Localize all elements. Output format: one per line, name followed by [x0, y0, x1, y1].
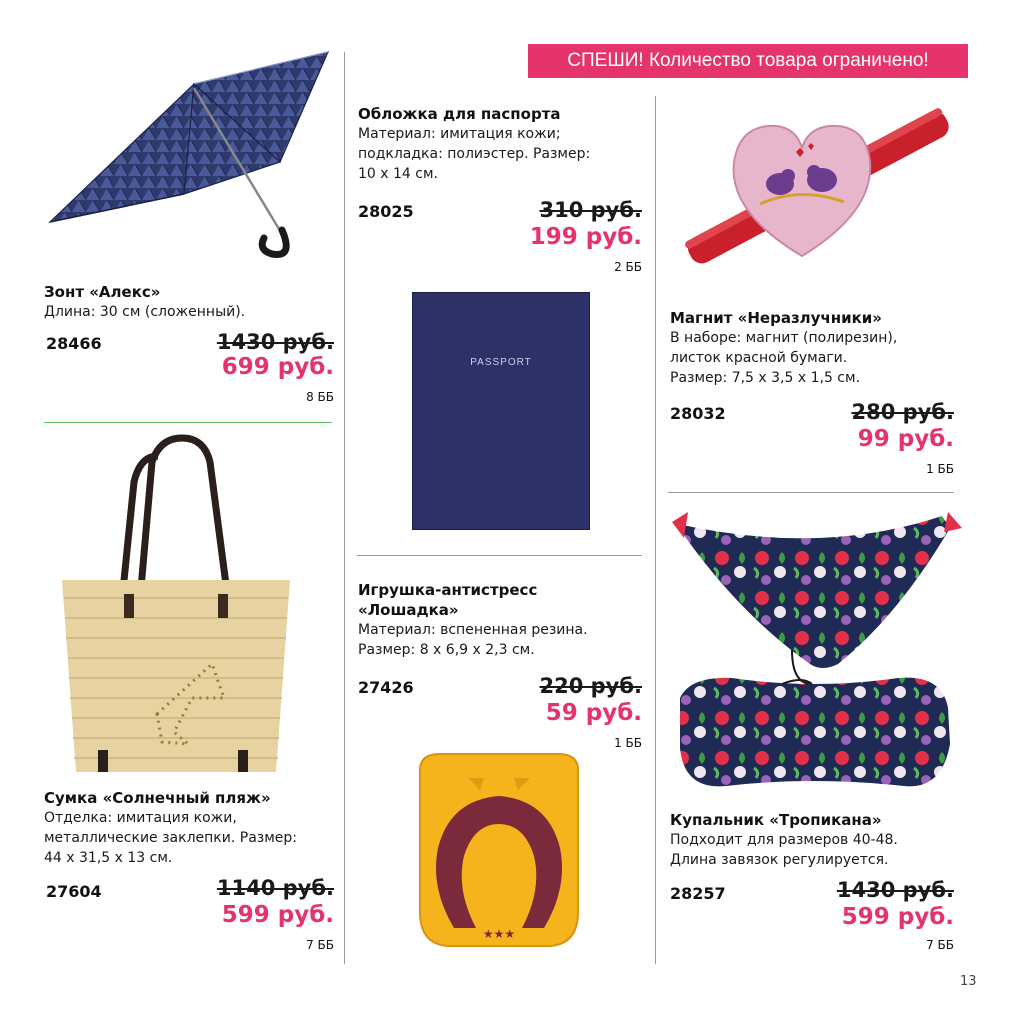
- passport-cover-image: [412, 292, 590, 530]
- old-price: 220 руб.: [539, 674, 642, 698]
- column-divider-left: [344, 52, 345, 964]
- product-code: 28466: [46, 334, 102, 353]
- bonus-points: 8 ББ: [306, 390, 334, 404]
- product-description: Материал: имитация кожи; подкладка: полиэстер. Размер: 10 х 14 см.: [358, 126, 591, 182]
- swimsuit-image: [672, 508, 962, 794]
- product-title: Обложка для паспорта: [358, 105, 561, 123]
- new-price: 59 руб.: [545, 700, 642, 726]
- product-code: 28032: [670, 404, 726, 423]
- product-description: Отделка: имитация кожи, металлические заклепки. Размер: 44 х 31,5 х 13 см.: [44, 810, 297, 866]
- product-description: Подходит для размеров 40-48. Длина завязок регулируется.: [670, 832, 898, 868]
- bonus-points: 1 ББ: [614, 736, 642, 750]
- new-price: 599 руб.: [221, 902, 334, 928]
- bonus-points: 7 ББ: [926, 938, 954, 952]
- old-price: 1140 руб.: [216, 876, 334, 900]
- product-beach-bag: [44, 788, 334, 960]
- product-lovebirds-magnet: [670, 308, 954, 480]
- umbrella-image: [44, 44, 334, 264]
- new-price: 599 руб.: [841, 904, 954, 930]
- limited-offer-banner: СПЕШИ! Количество товара ограничено!: [528, 44, 968, 78]
- row-divider-left: [44, 422, 332, 423]
- product-code: 27604: [46, 882, 102, 901]
- horseshoe-toy-image: [410, 752, 588, 950]
- product-title: Игрушка-антистресс «Лошадка»: [358, 581, 538, 619]
- product-swimsuit: [670, 810, 954, 960]
- bonus-points: 2 ББ: [614, 260, 642, 274]
- passport-cover-label: PASSPORT: [470, 357, 532, 368]
- product-umbrella: [44, 282, 334, 412]
- lovebirds-magnet-image: [680, 100, 954, 278]
- page-number: 13: [960, 974, 977, 989]
- beach-bag-image: [62, 432, 292, 780]
- old-price: 1430 руб.: [836, 878, 954, 902]
- row-divider-right: [668, 492, 954, 493]
- svg-text:★★★: ★★★: [482, 927, 516, 941]
- row-divider-middle: [357, 555, 642, 556]
- product-code: 28025: [358, 202, 414, 221]
- old-price: 310 руб.: [539, 198, 642, 222]
- bonus-points: 7 ББ: [306, 938, 334, 952]
- product-title: Сумка «Солнечный пляж»: [44, 789, 271, 807]
- new-price: 99 руб.: [857, 426, 954, 452]
- old-price: 280 руб.: [851, 400, 954, 424]
- product-description: Длина: 30 см (сложенный).: [44, 304, 246, 320]
- product-antistress-toy: [358, 580, 642, 752]
- product-description: Материал: вспененная резина. Размер: 8 х 6,9 х 2,3 см.: [358, 622, 588, 658]
- new-price: 199 руб.: [529, 224, 642, 250]
- product-code: 28257: [670, 884, 726, 903]
- bonus-points: 1 ББ: [926, 462, 954, 476]
- product-title: Купальник «Тропикана»: [670, 811, 882, 829]
- product-description: В наборе: магнит (полирезин), листок красной бумаги. Размер: 7,5 х 3,5 х 1,5 см.: [670, 330, 898, 386]
- product-title: Зонт «Алекс»: [44, 283, 161, 301]
- product-title: Магнит «Неразлучники»: [670, 309, 882, 327]
- column-divider-right: [655, 96, 656, 964]
- new-price: 699 руб.: [221, 354, 334, 380]
- old-price: 1430 руб.: [216, 330, 334, 354]
- product-passport-cover: [358, 104, 642, 276]
- product-code: 27426: [358, 678, 414, 697]
